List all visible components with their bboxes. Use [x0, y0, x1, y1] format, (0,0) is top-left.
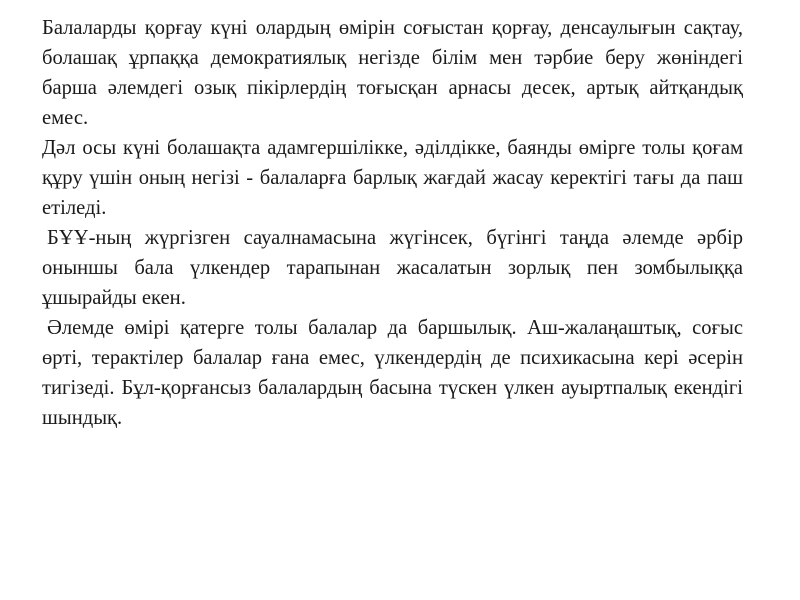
text-body: [42, 13, 743, 433]
paragraph-1: Балаларды қорғау күні олардың өмірін соғыстан қорғау, денсаулығын сақтау, болашақ ұрпаққа демократиялық негізде білім мен тәрбие беру жөніндегі барша әлемдегі озық пікірлердің тоғысқан арнасы десек, артық айтқандық емес.: [42, 17, 743, 129]
paragraph-3: БҰҰ-ның жүргізген сауалнамасына жүгінсек, бүгінгі таңда әлемде әрбір оныншы бала үлкендер тарапынан жасалатын зорлық пен зомбылыққа ұшырайды екен.: [42, 227, 743, 309]
paragraph-2: Дәл осы күні болашақта адамгершілікке, әділдікке, баянды өмірге толы қоғам құру үшін оның негізі - балаларға барлық жағдай жасау керектігі тағы да паш етіледі.: [42, 137, 743, 219]
paragraph-4: Әлемде өмірі қатерге толы балалар да баршылық. Аш-жалаңаштық, соғыс өрті, терактілер балалар ғана емес, үлкендердің де психикасына кері әсерін тигізеді. Бұл-қорғансыз балалардың басына түскен үлкен ауыртпалық екендігі шындық.: [42, 317, 743, 429]
